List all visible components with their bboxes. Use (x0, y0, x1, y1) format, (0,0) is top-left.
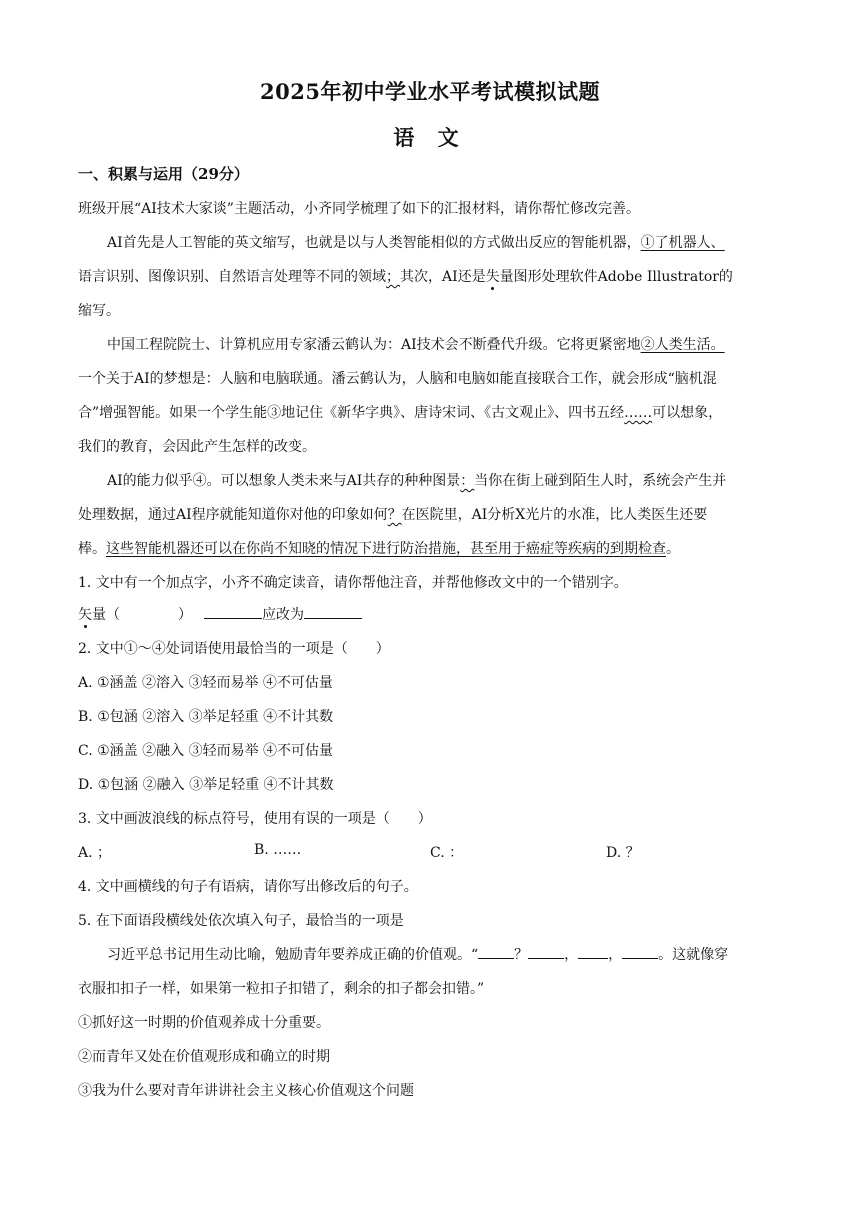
text: 棒。 (78, 541, 106, 557)
question-2-option-c: C. ①涵盖 ②融入 ③轻而易举 ④不可估量 (78, 743, 334, 759)
underlined-sentence: 这些智能机器还可以在你尚不知晓的情况下进行防治措施，甚至用于癌症等疾病的到期检查 (106, 541, 666, 557)
dotted-char: 矢 (78, 607, 92, 623)
question-3-option-a: A. ； (78, 845, 112, 861)
passage-p3-line2 (78, 504, 778, 524)
answer-blank[interactable] (528, 946, 564, 959)
text: 。这就像穿 (658, 947, 729, 963)
dotted-char: 失 (485, 269, 500, 285)
question-5-item-2: ②而青年又处在价值观形成和确立的时期 (78, 1049, 330, 1065)
answer-blank[interactable] (204, 606, 262, 619)
text: 语言识别、图像识别、自然语言处理等不同的领域 (78, 269, 386, 285)
answer-blank[interactable] (478, 946, 514, 959)
question-2: 2. 文中①～④处词语使用最恰当的一项是（ ） (78, 641, 390, 657)
question-5-passage-line2: 衣服扣扣子一样，如果第一粒扣子扣错了，剩余的扣子都会扣错。” (78, 981, 485, 997)
text: 其次，AI还是 (400, 269, 486, 285)
blank-marker: ②人类生活。 (640, 337, 725, 353)
wavy-punctuation: ； (386, 269, 400, 285)
question-2-option-d: D. ①包涵 ②融入 ③举足轻重 ④不计其数 (78, 777, 334, 793)
answer-blank[interactable] (578, 946, 608, 959)
passage-p2-line4: 我们的教育，会因此产生怎样的改变。 (78, 439, 316, 455)
text: ， (608, 947, 623, 963)
question-2-option-a: A. ①涵盖 ②溶入 ③轻而易举 ④不可估量 (78, 675, 333, 691)
question-3-option-b: B. …… (254, 842, 302, 858)
text: ， (564, 947, 579, 963)
passage-p1-line3: 缩写。 (78, 303, 120, 319)
text: 量图形处理软件Adobe Illustrator的 (499, 269, 733, 285)
text: ④。可以想象人类未来与AI共存的种种图景 (192, 473, 461, 489)
passage-p2-line2: 一个关于AI的梦想是：人脑和电脑联通。潘云鹤认为，人脑和电脑如能直接联合工作，就会形成“脑机混 (78, 371, 717, 387)
wavy-punctuation: ： (460, 473, 475, 489)
text: AI的能力似乎 (107, 473, 193, 489)
text: 量（ (92, 607, 120, 623)
text: 中国工程院院士、计算机应用专家潘云鹤认为：AI技术会不断叠代升级。它将更紧密地 (107, 337, 641, 353)
question-5-item-3: ③我为什么要对青年讲讲社会主义核心价值观这个问题 (78, 1083, 414, 1099)
question-5-passage-line1 (107, 944, 807, 964)
text: ？ (514, 947, 529, 963)
question-3: 3. 文中画波浪线的标点符号，使用有误的一项是（ ） (78, 811, 432, 827)
passage-p3-line1 (107, 470, 807, 490)
wavy-punctuation: …… (624, 405, 653, 421)
text: 。 (666, 541, 680, 557)
intro-text: 班级开展“AI技术大家谈”主题活动，小齐同学梳理了如下的汇报材料，请你帮忙修改完善。 (78, 201, 640, 217)
passage-p2-line3 (78, 402, 778, 422)
text: 合”增强智能。如果一个学生能 (78, 405, 268, 421)
question-1: 1. 文中有一个加点字，小齐不确定读音，请你帮他注音，并帮他修改文中的一个错别字。 (78, 575, 628, 591)
answer-blank[interactable] (304, 606, 362, 619)
blank-marker: ①了机器人、 (640, 235, 725, 251)
text: 当你在街上碰到陌生人时，系统会产生并 (474, 473, 727, 489)
text: 处理数据，通过AI程序就能知道你对他的印象如何 (78, 507, 388, 523)
text: 应改为 (262, 607, 304, 623)
passage-p3-line3 (78, 538, 778, 558)
question-3-option-d: D. ？ (606, 845, 640, 861)
text: 习近平总书记用生动比喻，勉励青年要养成正确的价值观。“ (107, 947, 479, 963)
question-5: 5. 在下面语段横线处依次填入句子，最恰当的一项是 (78, 913, 404, 929)
question-5-item-1: ①抓好这一时期的价值观养成十分重要。 (78, 1015, 330, 1031)
text: ③地记住《新华字典》、唐诗宋词、《古文观止》、四书五经 (267, 405, 625, 421)
question-1-answer (78, 604, 778, 624)
passage-p1-line2 (78, 266, 778, 286)
answer-blank[interactable] (622, 946, 658, 959)
text: 在医院里，AI分析X光片的水准，比人类医生还要 (401, 507, 708, 523)
text: 可以想象， (652, 405, 723, 421)
question-3-option-c: C. ： (430, 845, 464, 861)
text: ） (178, 607, 192, 623)
passage-p1-line1 (107, 232, 807, 252)
question-2-option-b: B. ①包涵 ②溶入 ③举足轻重 ④不计其数 (78, 709, 334, 725)
exam-title: 2025年初中学业水平考试模拟试题 (260, 79, 600, 104)
exam-subject: 语 文 (393, 125, 467, 150)
text: AI首先是人工智能的英文缩写，也就是以与人类智能相似的方式做出反应的智能机器， (107, 235, 641, 251)
section-heading: 一、积累与运用（29分） (78, 165, 249, 183)
wavy-punctuation: ？ (387, 507, 402, 523)
passage-p2-line1 (107, 334, 807, 354)
question-4: 4. 文中画横线的句子有语病，请你写出修改后的句子。 (78, 879, 418, 895)
